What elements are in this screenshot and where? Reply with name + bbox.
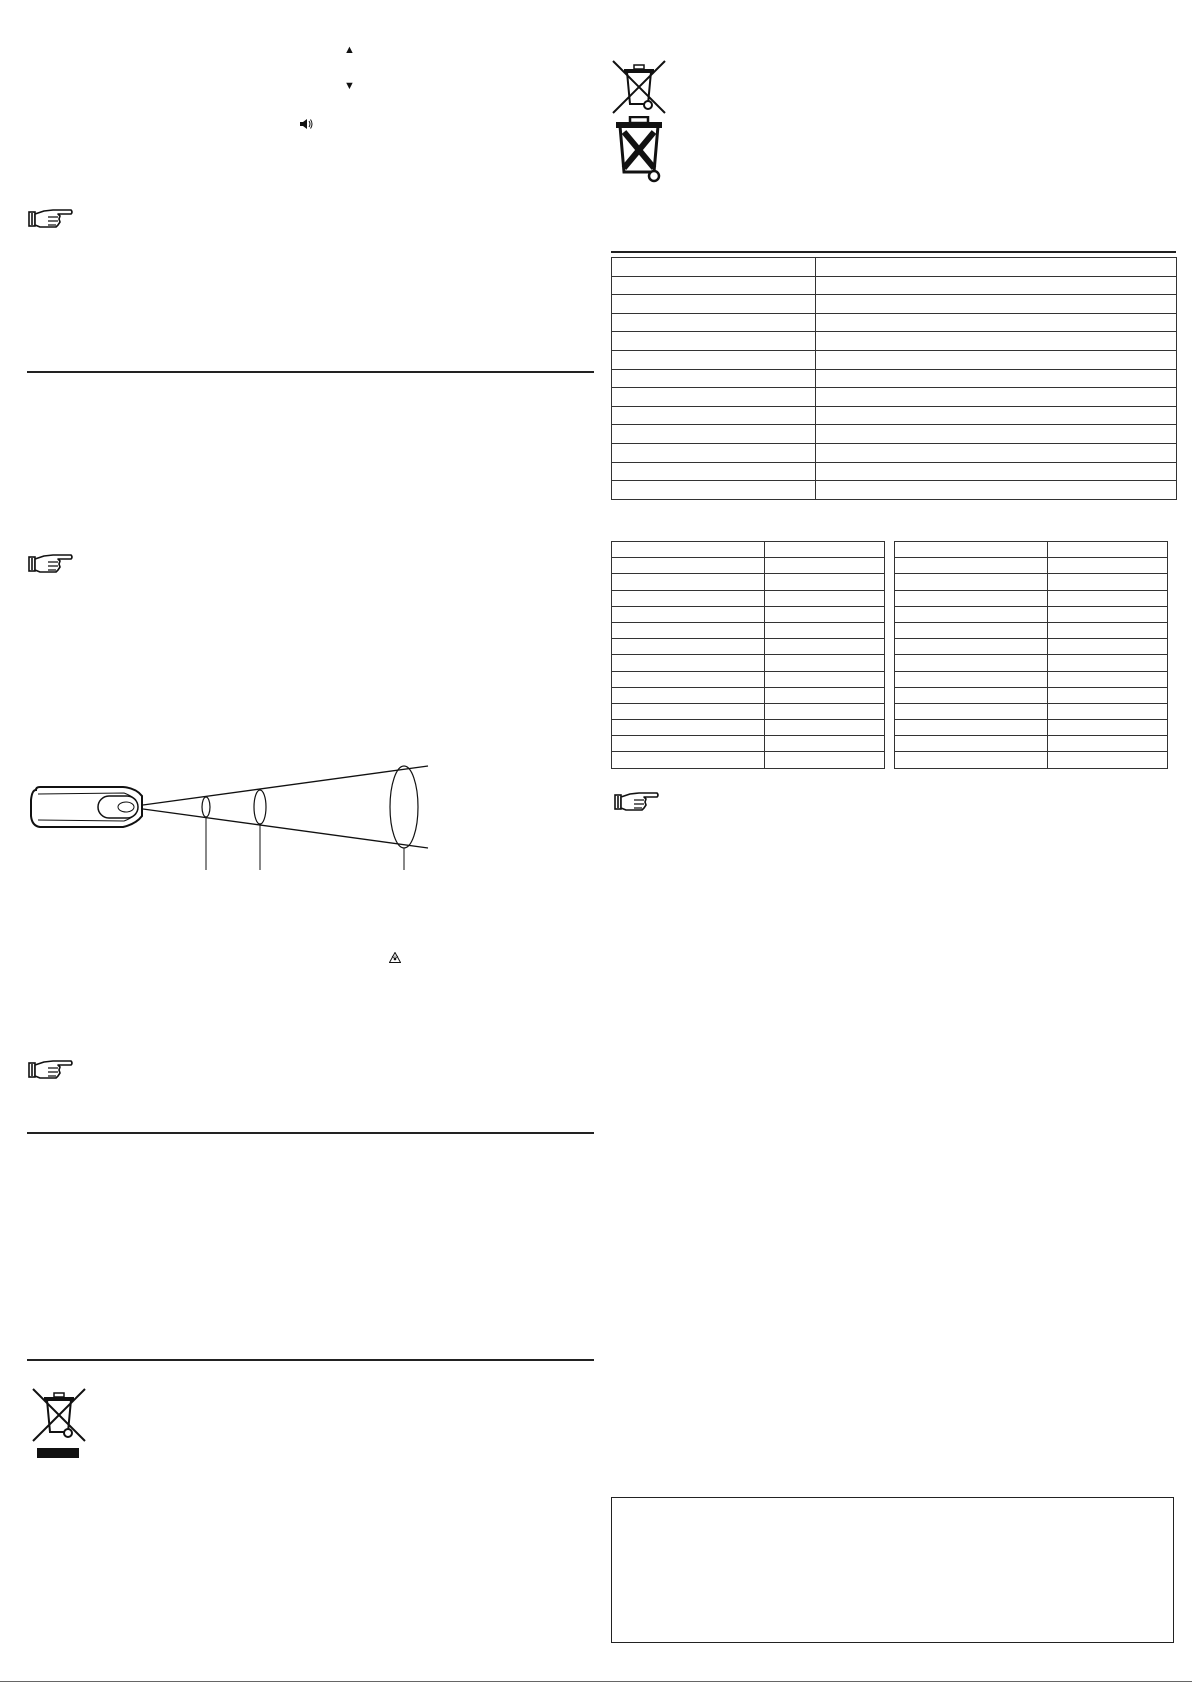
spec-row — [612, 313, 1177, 332]
emissivity-row — [895, 622, 1168, 638]
crossed-bin-icon — [610, 116, 668, 184]
emissivity-row — [895, 736, 1168, 752]
spec-row — [612, 369, 1177, 388]
spec-row — [612, 481, 1177, 500]
spec-label-cell — [612, 258, 816, 277]
material-cell — [895, 671, 1048, 687]
spec-value-cell — [816, 443, 1177, 462]
emissivity-value-cell — [1048, 622, 1168, 638]
emissivity-row — [895, 703, 1168, 719]
spec-label-cell — [612, 425, 816, 444]
material-cell — [612, 671, 765, 687]
emissivity-row — [612, 574, 885, 590]
emissivity-value-cell — [765, 752, 885, 768]
spec-row — [612, 276, 1177, 295]
material-cell — [895, 622, 1048, 638]
crossed-bin-icon — [610, 58, 668, 116]
pointing-hand-icon — [28, 206, 74, 232]
section-divider — [27, 1132, 594, 1134]
emissivity-value-cell — [1048, 574, 1168, 590]
spec-label-cell — [612, 388, 816, 407]
spec-value-cell — [816, 369, 1177, 388]
spec-label-cell — [612, 443, 816, 462]
spec-label-cell — [612, 350, 816, 369]
spot-large — [390, 766, 418, 848]
emissivity-value-cell — [765, 736, 885, 752]
spec-value-cell — [816, 258, 1177, 277]
material-cell — [895, 752, 1048, 768]
spec-row — [612, 332, 1177, 351]
material-cell — [895, 558, 1048, 574]
spec-row — [612, 258, 1177, 277]
material-cell — [895, 703, 1048, 719]
spec-label-cell — [612, 313, 816, 332]
emissivity-value-cell — [1048, 703, 1168, 719]
emissivity-value-cell — [1048, 639, 1168, 655]
emissivity-row — [612, 752, 885, 768]
material-cell — [612, 558, 765, 574]
emissivity-value-cell — [765, 720, 885, 736]
emissivity-value-cell — [1048, 736, 1168, 752]
page-bottom-rule — [0, 1681, 1192, 1682]
spec-value-cell — [816, 388, 1177, 407]
emissivity-value-cell — [765, 542, 885, 558]
emissivity-value-cell — [765, 622, 885, 638]
section-divider — [27, 1359, 594, 1361]
material-cell — [612, 655, 765, 671]
emissivity-row — [612, 655, 885, 671]
emissivity-table-right — [894, 541, 1168, 769]
emissivity-row — [612, 542, 885, 558]
emissivity-value-cell — [1048, 671, 1168, 687]
material-cell — [895, 655, 1048, 671]
emissivity-row — [895, 558, 1168, 574]
spec-value-cell — [816, 425, 1177, 444]
pointing-hand-icon — [614, 789, 660, 815]
emissivity-row — [612, 671, 885, 687]
material-cell — [895, 687, 1048, 703]
spot-small — [202, 797, 210, 817]
spec-row — [612, 350, 1177, 369]
material-cell — [895, 574, 1048, 590]
emissivity-row — [612, 606, 885, 622]
speaker-icon — [299, 118, 313, 130]
spec-label-cell — [612, 369, 816, 388]
emissivity-row — [895, 671, 1168, 687]
distance-to-spot-diagram — [28, 752, 438, 872]
material-cell — [895, 720, 1048, 736]
emissivity-row — [895, 752, 1168, 768]
pointing-hand-icon — [28, 1057, 74, 1083]
spec-label-cell — [612, 295, 816, 314]
disposal-date-bar — [37, 1448, 79, 1458]
spec-label-cell — [612, 406, 816, 425]
emissivity-value-cell — [1048, 542, 1168, 558]
emissivity-row — [895, 542, 1168, 558]
material-cell — [612, 622, 765, 638]
emissivity-row — [612, 720, 885, 736]
spec-row — [612, 425, 1177, 444]
emissivity-row — [612, 639, 885, 655]
emissivity-value-cell — [1048, 720, 1168, 736]
material-cell — [895, 542, 1048, 558]
emissivity-value-cell — [765, 606, 885, 622]
emissivity-value-cell — [765, 703, 885, 719]
section-divider — [27, 371, 594, 373]
emissivity-value-cell — [1048, 590, 1168, 606]
emissivity-row — [895, 655, 1168, 671]
spec-label-cell — [612, 481, 816, 500]
spec-value-cell — [816, 332, 1177, 351]
emissivity-value-cell — [1048, 558, 1168, 574]
emissivity-value-cell — [765, 590, 885, 606]
spec-row — [612, 462, 1177, 481]
spec-row — [612, 443, 1177, 462]
emissivity-row — [612, 687, 885, 703]
emissivity-table-left — [611, 541, 885, 769]
emissivity-value-cell — [765, 558, 885, 574]
up-arrow-symbol: ▲ — [344, 44, 355, 56]
pointing-hand-icon — [28, 551, 74, 577]
emissivity-row — [895, 606, 1168, 622]
material-cell — [612, 639, 765, 655]
material-cell — [612, 606, 765, 622]
material-cell — [895, 736, 1048, 752]
spec-value-cell — [816, 313, 1177, 332]
emissivity-value-cell — [765, 639, 885, 655]
material-cell — [612, 720, 765, 736]
emissivity-value-cell — [765, 655, 885, 671]
spec-row — [612, 295, 1177, 314]
emissivity-value-cell — [765, 671, 885, 687]
emissivity-value-cell — [1048, 655, 1168, 671]
emissivity-value-cell — [1048, 752, 1168, 768]
emissivity-row — [895, 590, 1168, 606]
section-divider — [611, 251, 1176, 253]
material-cell — [612, 687, 765, 703]
spec-label-cell — [612, 462, 816, 481]
emissivity-value-cell — [1048, 687, 1168, 703]
emissivity-value-cell — [765, 687, 885, 703]
emissivity-row — [612, 736, 885, 752]
spec-value-cell — [816, 276, 1177, 295]
material-cell — [612, 574, 765, 590]
spec-row — [612, 406, 1177, 425]
specifications-table — [611, 257, 1177, 500]
spec-label-cell — [612, 276, 816, 295]
material-cell — [895, 590, 1048, 606]
spec-value-cell — [816, 295, 1177, 314]
spec-value-cell — [816, 462, 1177, 481]
spec-value-cell — [816, 350, 1177, 369]
material-cell — [612, 590, 765, 606]
spec-row — [612, 388, 1177, 407]
imprint-box — [611, 1497, 1174, 1643]
material-cell — [895, 639, 1048, 655]
material-cell — [612, 752, 765, 768]
spot-medium — [254, 790, 266, 824]
spec-label-cell — [612, 332, 816, 351]
material-cell — [612, 542, 765, 558]
emissivity-row — [612, 703, 885, 719]
down-arrow-symbol: ▼ — [344, 80, 355, 92]
material-cell — [612, 736, 765, 752]
material-cell — [612, 703, 765, 719]
material-cell — [895, 606, 1048, 622]
emissivity-row — [612, 558, 885, 574]
emissivity-value-cell — [765, 574, 885, 590]
spec-value-cell — [816, 406, 1177, 425]
emissivity-row — [612, 622, 885, 638]
spec-value-cell — [816, 481, 1177, 500]
emissivity-row — [895, 720, 1168, 736]
crossed-bin-icon — [30, 1386, 88, 1444]
emissivity-value-cell — [1048, 606, 1168, 622]
emissivity-row — [895, 687, 1168, 703]
emissivity-row — [895, 639, 1168, 655]
emissivity-row — [895, 574, 1168, 590]
emissivity-row — [612, 590, 885, 606]
laser-warning-icon — [389, 952, 401, 963]
